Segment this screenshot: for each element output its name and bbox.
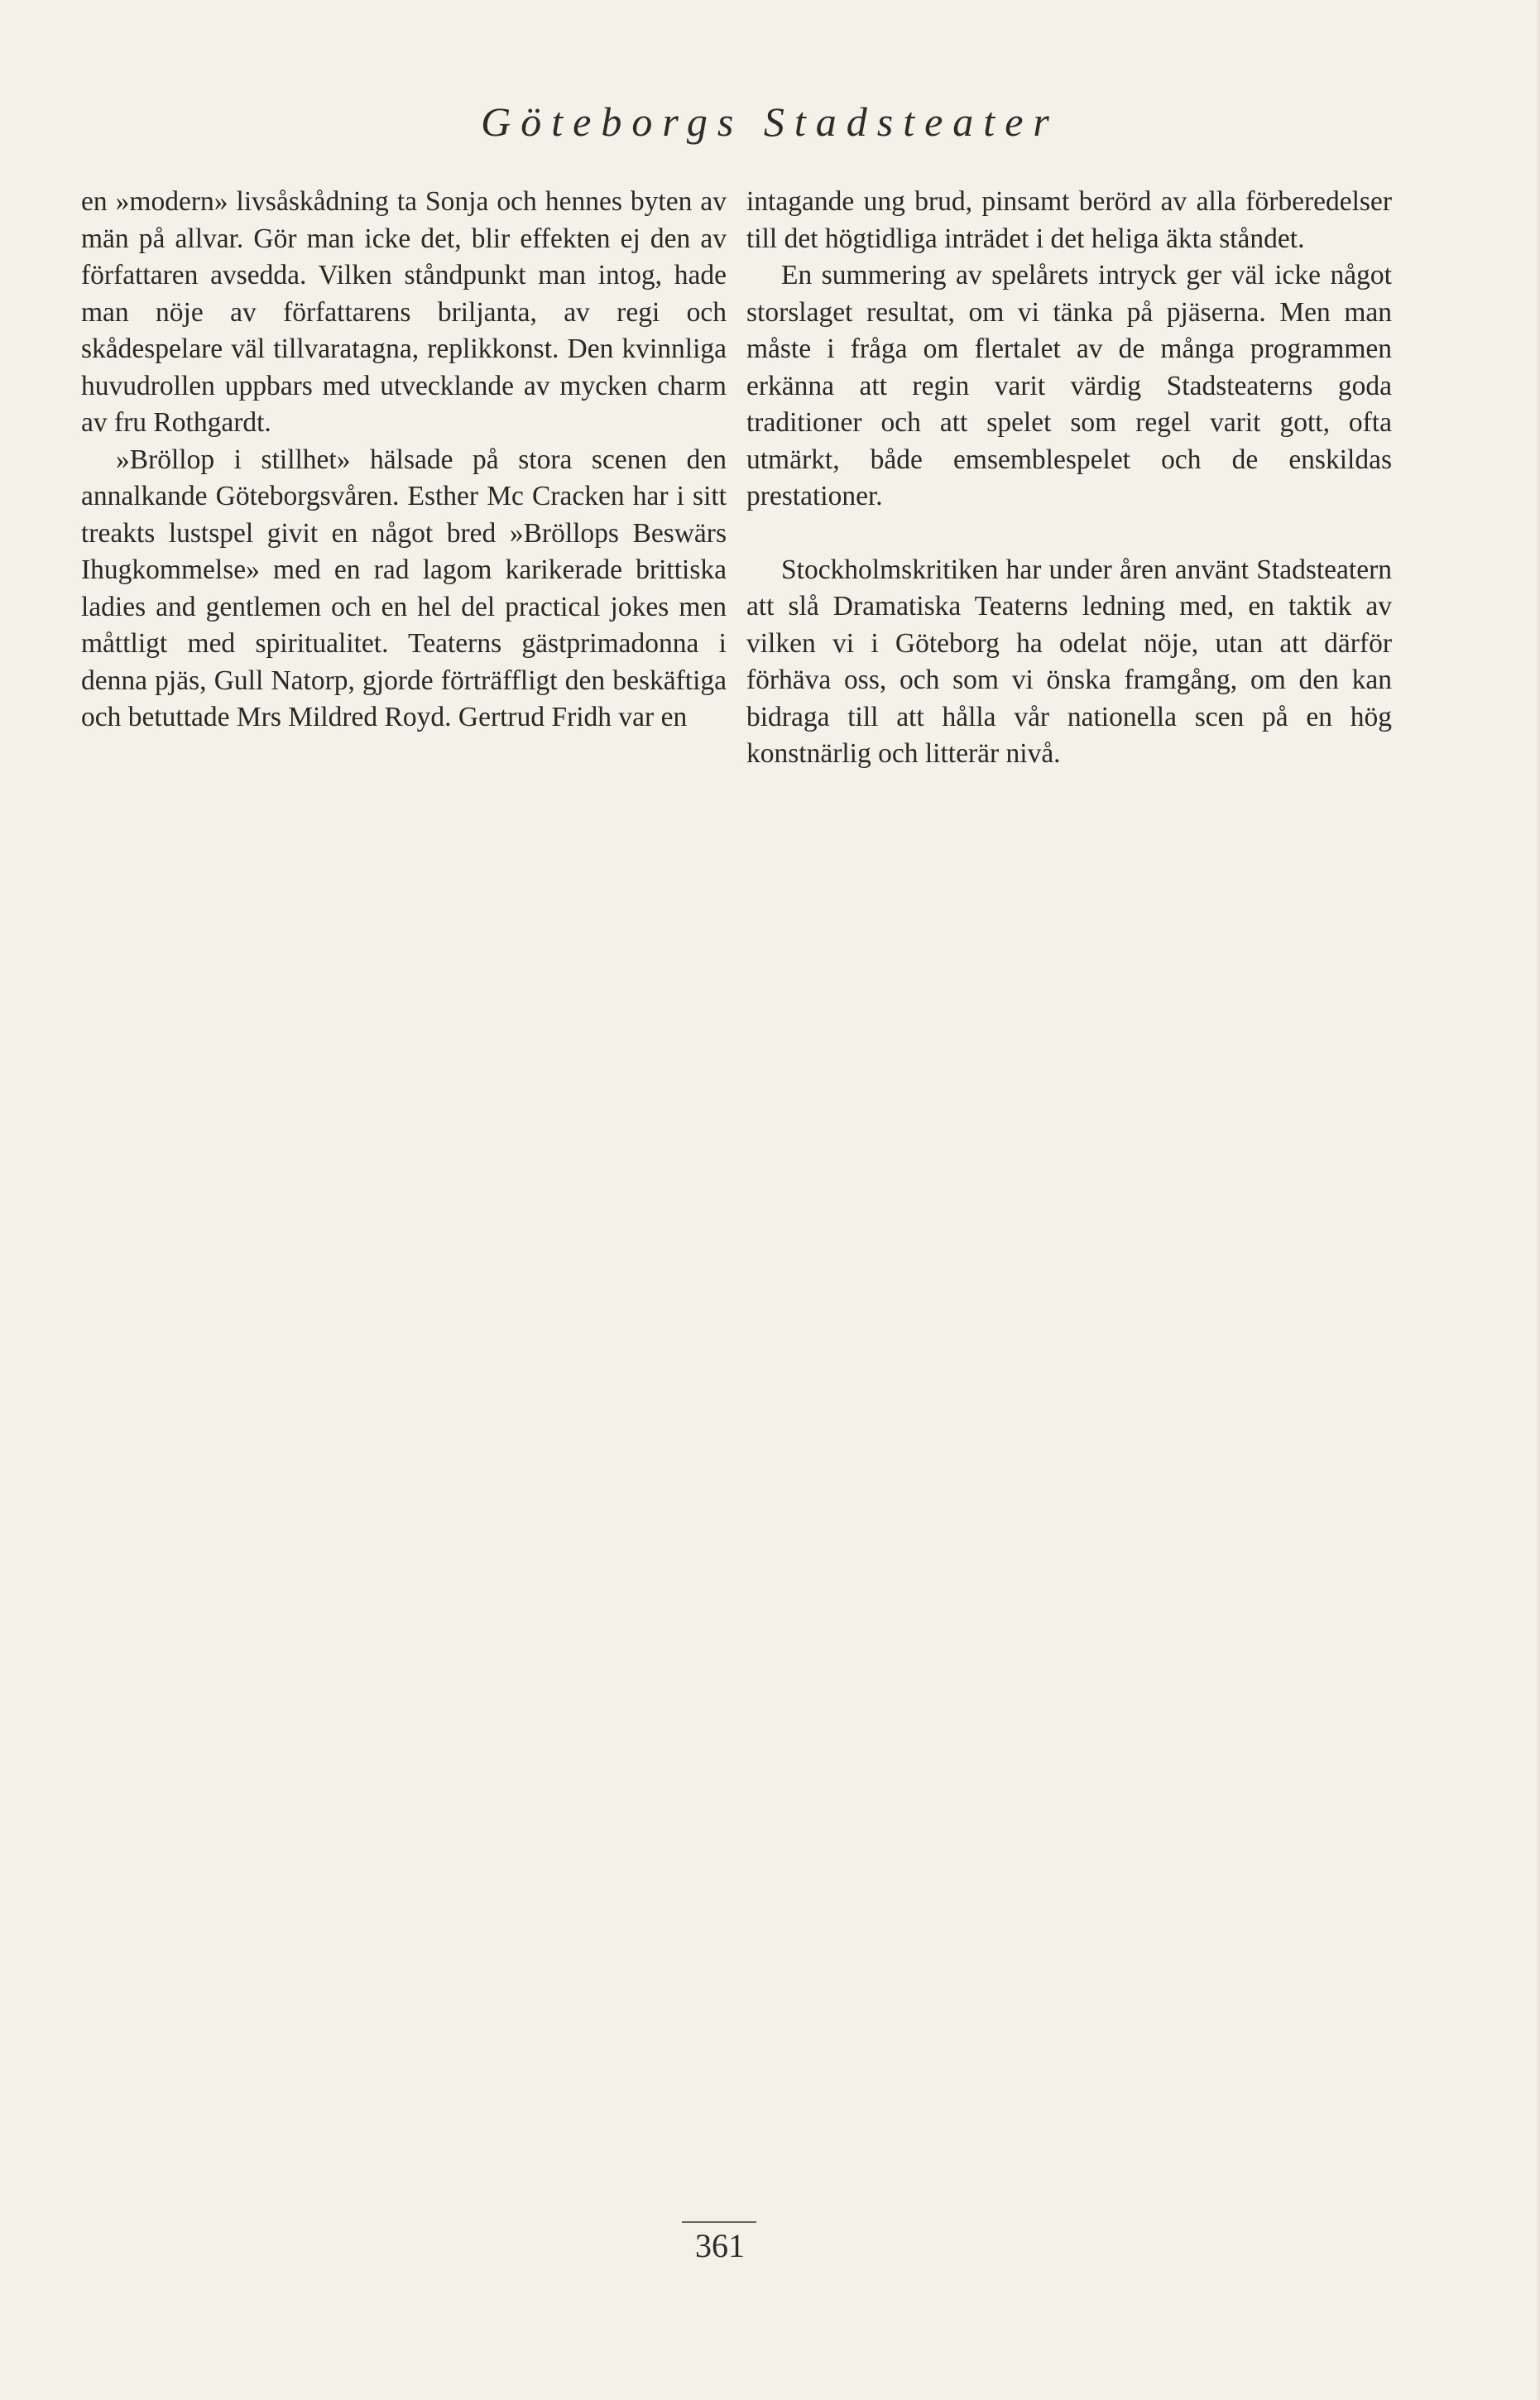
right-paragraph-2: En summering av spelårets intryck ger väl icke något storslaget resultat, om vi tänka på pjäserna. Men man måste i fråga om flertalet av de många programmen erkänna att regin varit värdig Stadsteaterns goda traditioner och att spelet som regel varit gott, ofta utmärkt, både emsemblespelet och de enskildas prestationer.	[746, 260, 1392, 511]
page-number-rule	[682, 2221, 756, 2223]
left-paragraph-2: »Bröllop i stillhet» hälsade på stora scenen den annalkande Göteborgsvåren. Esther Mc Cracken har i sitt treakts lustspel givit en något bred »Bröllops Beswärs Ihugkommelse» med en rad lagom karikerade brittiska ladies and gentlemen och en hel del practical jokes men måttligt med spiritualitet. Teaterns gästprimadonna i denna pjäs, Gull Natorp, gjorde förträffligt den beskäftiga och betuttade Mrs Mildred Royd. Gertrud Fridh var en	[81, 444, 727, 732]
right-column	[746, 184, 1392, 773]
right-paragraph-3: Stockholmskritiken har under åren använt Stadsteatern att slå Dramatiska Teaterns ledning med, en taktik av vilken vi i Göteborg ha odelat nöje, utan att därför förhäva oss, och som vi önska framgång, om den kan bidraga till att hålla vår nationella scen på en hög konstnärlig och litterär nivå.	[746, 554, 1392, 769]
page-number: 361	[695, 2227, 745, 2264]
left-paragraph-1: en »modern» livsåskådning ta Sonja och hennes byten av män på allvar. Gör man icke det, blir effekten ej den av författaren avsedda. Vilken ståndpunkt man intog, hade man nöje av författarens briljanta, av regi och skådespelare väl tillvaratagna, replikkonst. Den kvinnliga huvudrollen uppbars med utvecklande av mycken charm av fru Rothgardt.	[81, 186, 727, 438]
left-column	[81, 184, 727, 737]
right-paragraph-1: intagande ung brud, pinsamt berörd av alla förberedelser till det högtidliga inträdet i det heliga äkta ståndet.	[746, 186, 1392, 254]
running-head-title: Göteborgs Stadsteater	[481, 98, 1059, 145]
page-edge	[1535, 0, 1540, 2400]
